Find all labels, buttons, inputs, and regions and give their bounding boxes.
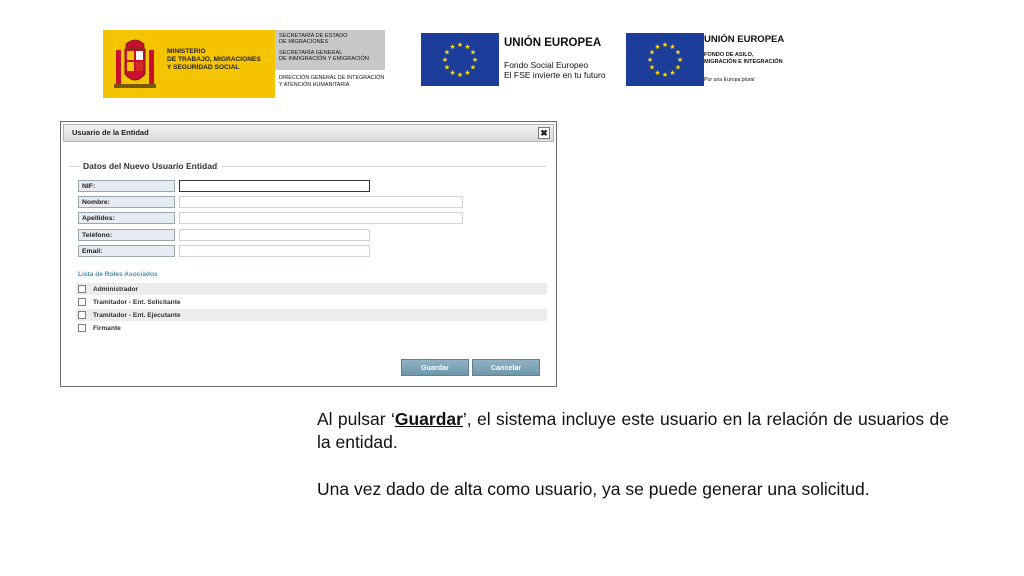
eu-star-icon: ★ bbox=[674, 49, 682, 57]
coat-of-arms-icon bbox=[113, 36, 157, 92]
role-checkbox[interactable] bbox=[78, 324, 86, 332]
eu-flag-icon bbox=[421, 33, 499, 86]
role-row-tramitador-ejecutante[interactable] bbox=[76, 309, 547, 321]
role-checkbox[interactable] bbox=[78, 311, 86, 319]
ministerio-logo bbox=[103, 30, 275, 98]
ministerio-text bbox=[167, 48, 261, 72]
eu-star-icon: ★ bbox=[661, 42, 669, 49]
eu-fami-subtitle-line: FONDO DE ASILO, bbox=[704, 52, 754, 58]
secretaria-line: SECRETARÍA GENERAL bbox=[279, 49, 343, 56]
eu-star-icon: ★ bbox=[669, 44, 676, 51]
role-checkbox[interactable] bbox=[78, 285, 86, 293]
guardar-emphasis: Guardar bbox=[394, 409, 463, 429]
eu-fse-subtitle bbox=[504, 60, 606, 80]
eu-star-icon: ★ bbox=[456, 42, 464, 49]
nombre-input[interactable] bbox=[179, 196, 463, 208]
nif-label: NIF: bbox=[78, 180, 175, 192]
explanation-text: ’, el sistema incluye este usuario en la relación de usuarios de la entidad. bbox=[317, 409, 949, 452]
eu-star-icon: ★ bbox=[449, 44, 456, 51]
secretaria-box bbox=[275, 30, 385, 70]
eu-flag-icon bbox=[626, 33, 704, 86]
eu-star-icon: ★ bbox=[464, 44, 471, 51]
eu-star-icon: ★ bbox=[456, 72, 464, 79]
ministerio-line: Y SEGURIDAD SOCIAL bbox=[167, 64, 240, 71]
secretaria-line: DE MIGRACIONES bbox=[279, 39, 329, 46]
ministerio-line: DE TRABAJO, MIGRACIONES bbox=[167, 56, 261, 63]
role-row-tramitador-solicitante[interactable] bbox=[76, 296, 547, 308]
role-row-administrador[interactable] bbox=[76, 283, 547, 295]
eu-star-icon: ★ bbox=[654, 44, 661, 51]
secretaria-line: SECRETARÍA DE ESTADO bbox=[279, 33, 348, 39]
user-entity-dialog bbox=[60, 121, 557, 387]
eu-fami-subtitle-line: MIGRACIÓN E INTEGRACIÓN bbox=[704, 59, 783, 66]
eu-star-icon: ★ bbox=[674, 64, 682, 72]
explanation-text: Al pulsar ‘ bbox=[317, 409, 395, 429]
direccion-line: DIRECCIÓN GENERAL DE INTEGRACIÓN bbox=[279, 75, 385, 81]
role-label: Firmante bbox=[93, 325, 121, 332]
nif-input[interactable] bbox=[179, 180, 370, 192]
eu-star-icon: ★ bbox=[669, 70, 676, 77]
save-button[interactable]: Guardar bbox=[401, 359, 469, 376]
explanation-paragraph-2: Una vez dado de alta como usuario, ya se puede generar una solicitud. bbox=[317, 479, 870, 499]
cancel-button[interactable]: Cancelar bbox=[472, 359, 540, 376]
eu-star-icon: ★ bbox=[654, 70, 661, 77]
eu-fse-tagline: El FSE invierte en tu futuro bbox=[504, 70, 606, 80]
direccion-line: Y ATENCIÓN HUMANITARIA bbox=[279, 81, 350, 88]
explanation-paragraph-1 bbox=[317, 408, 949, 454]
ministerio-line: MINISTERIO bbox=[167, 48, 206, 55]
role-row-firmante[interactable] bbox=[76, 322, 547, 334]
role-label: Administrador bbox=[93, 286, 139, 293]
eu-star-icon: ★ bbox=[648, 49, 656, 57]
eu-fse-title: UNIÓN EUROPEA bbox=[504, 37, 602, 49]
email-input[interactable] bbox=[179, 245, 370, 257]
roles-title: Lista de Roles Asociados bbox=[78, 271, 158, 278]
eu-star-icon: ★ bbox=[469, 64, 477, 72]
role-label: Tramitador - Ent. Ejecutante bbox=[93, 312, 181, 319]
eu-star-icon: ★ bbox=[469, 49, 477, 57]
eu-star-icon: ★ bbox=[676, 57, 684, 64]
role-checkbox[interactable] bbox=[78, 298, 86, 306]
eu-fami-tagline: Por una Europa plural bbox=[704, 77, 755, 83]
secretaria-line: DE INMIGRACIÓN Y EMIGRACIÓN bbox=[279, 56, 369, 63]
section-title: Datos del Nuevo Usuario Entidad bbox=[79, 161, 221, 171]
direccion-general-text bbox=[279, 75, 384, 88]
eu-star-icon: ★ bbox=[648, 64, 656, 72]
eu-fami-subtitle bbox=[704, 52, 783, 67]
eu-star-icon: ★ bbox=[449, 70, 456, 77]
eu-star-icon: ★ bbox=[443, 64, 451, 72]
apellidos-label: Apellidos: bbox=[78, 212, 175, 224]
eu-star-icon: ★ bbox=[471, 57, 479, 64]
dialog-titlebar bbox=[63, 124, 554, 142]
eu-star-icon: ★ bbox=[661, 72, 669, 79]
eu-star-icon: ★ bbox=[443, 49, 451, 57]
nombre-label: Nombre: bbox=[78, 196, 175, 208]
dialog-title: Usuario de la Entidad bbox=[72, 128, 149, 137]
apellidos-input[interactable] bbox=[179, 212, 463, 224]
eu-star-icon: ★ bbox=[464, 70, 471, 77]
telefono-input[interactable] bbox=[179, 229, 370, 241]
eu-star-icon: ★ bbox=[441, 57, 449, 64]
eu-star-icon: ★ bbox=[646, 57, 654, 64]
eu-fami-title: UNIÓN EUROPEA bbox=[704, 34, 785, 45]
email-label: Email: bbox=[78, 245, 175, 257]
eu-fse-subtitle-line: Fondo Social Europeo bbox=[504, 60, 589, 70]
role-label: Tramitador - Ent. Solicitante bbox=[93, 299, 181, 306]
close-button[interactable]: ✖ bbox=[538, 127, 550, 139]
telefono-label: Teléfono: bbox=[78, 229, 175, 241]
